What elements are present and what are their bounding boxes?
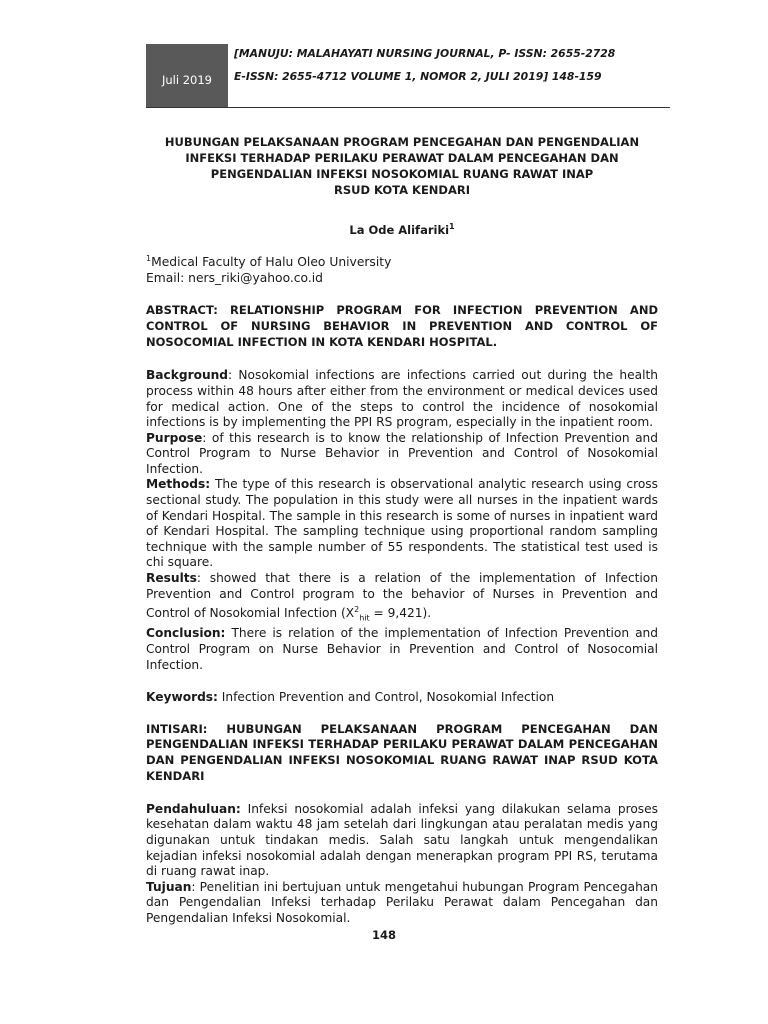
article-content: [146, 134, 658, 927]
purpose-label: Purpose: [146, 430, 203, 445]
conclusion-label: Conclusion:: [146, 626, 226, 641]
header-date: Juli 2019: [162, 73, 212, 87]
tujuan-label: Tujuan: [146, 879, 192, 894]
author-name: La Ode Alifariki: [349, 222, 450, 237]
results-label: Results: [146, 571, 197, 586]
intisari-tujuan: [146, 880, 658, 927]
affiliation: [146, 251, 658, 287]
page-number: 148: [371, 928, 396, 942]
results-subscript: hit: [359, 613, 370, 623]
article-title-line: RSUD KOTA KENDARI: [333, 183, 471, 197]
abstract-title: ABSTRACT: RELATIONSHIP PROGRAM FOR INFECTION PREVENTION AND CONTROL OF NURSING BEHAVIOR IN PREVENTION AND CONTROL OF NOSOCOMIAL INFECTION IN KOTA KENDARI HOSPITAL.: [146, 302, 658, 349]
affiliation-email: Email: ners_riki@yahoo.co.id: [146, 271, 323, 286]
intisari-title: INTISARI: HUBUNGAN PELAKSANAAN PROGRAM PENCEGAHAN DAN PENGENDALIAN INFEKSI TERHADAP PERILAKU PERAWAT DALAM PENCEGAHAN DAN PENGENDALIAN INFEKSI NOSOKOMIAL RUANG RAWAT INAP RSUD KOTA KENDARI: [146, 721, 658, 784]
journal-citation-line-1: [MANUJU: MALAHAYATI NURSING JOURNAL, P- ISSN: 2655-2728: [234, 47, 616, 60]
header-date-box: [146, 44, 228, 108]
affiliation-mark: 1: [146, 253, 152, 263]
article-title-line: INFEKSI TERHADAP PERILAKU PERAWAT DALAM PENCEGAHAN DAN: [185, 151, 619, 165]
methods-label: Methods:: [146, 477, 211, 492]
affiliation-institution: Medical Faculty of Halu Oleo University: [151, 254, 392, 269]
abstract-background: [146, 368, 658, 430]
article-title-line: PENGENDALIAN INFEKSI NOSOKOMIAL RUANG RAWAT INAP: [210, 167, 594, 181]
journal-citation-line-2: E-ISSN: 2655-4712 VOLUME 1, NOMOR 2, JULI 2019] 148-159: [234, 70, 602, 83]
pendahuluan-label: Pendahuluan:: [146, 801, 241, 816]
abstract-results: [146, 571, 658, 626]
author-affiliation-mark: 1: [449, 222, 455, 231]
abstract-purpose: [146, 431, 658, 478]
purpose-text: : of this research is to know the relationship of Infection Prevention and Control Program to Nurse Behavior in Prevention and Control of Nosokomial Infection.: [146, 430, 658, 476]
conclusion-text: There is relation of the implementation of Infection Prevention and Control Program on Nurse Behavior in Prevention and Control of Nosocomial Infection.: [146, 626, 658, 672]
abstract-conclusion: [146, 626, 658, 673]
background-text: : Nosokomial infections are infections carried out during the health process within 48 hours after either from the environment or medical devices used for medical action. One of the steps to control the incidence of nosokomial infections is by implementing the PPI RS program, especially in the inpatient room.: [146, 368, 658, 430]
intisari-body: [146, 802, 658, 927]
results-text: : showed that there is a relation of the implementation of Infection Prevention and Control program to the behavior of Nurses in Prevention and Control of Nosokomial Infection (X: [146, 571, 658, 621]
tujuan-text: : Penelitian ini bertujuan untuk mengetahui hubungan Program Pencegahan dan Pengendalian Infeksi terhadap Perilaku Perawat dalam Pencegahan dan Pengendalian Infeksi Nosokomial.: [146, 879, 658, 926]
abstract-body: [146, 368, 658, 673]
intisari-pendahuluan: [146, 802, 658, 880]
article-title: [146, 134, 658, 198]
keywords-text: Infection Prevention and Control, Nosokomial Infection: [217, 690, 555, 705]
article-title-line: HUBUNGAN PELAKSANAAN PROGRAM PENCEGAHAN DAN PENGENDALIAN: [164, 135, 640, 149]
results-superscript: 2: [354, 605, 360, 615]
author: [146, 219, 658, 238]
methods-text: The type of this research is observational analytic research using cross sectional study. The population in this study were all nurses in the inpatient wards of Kendari Hospital. The sample in this research is some of nurses in inpatient ward of Kendari Hospital. The sampling technique using proportional random sampling technique with the sample number of 55 respondents. The statistical test used is chi square.: [146, 477, 658, 570]
results-tail: = 9,421).: [369, 606, 432, 621]
keywords-label: Keywords:: [146, 690, 218, 705]
background-label: Background: [146, 368, 229, 383]
keywords: [146, 690, 658, 706]
header-divider: [146, 107, 670, 108]
pendahuluan-text: Infeksi nosokomial adalah infeksi yang dilakukan selama proses kesehatan dalam waktu 48 jam setelah dari lingkungan atau peralatan medis yang digunakan untuk tindakan medis. Salah satu langkah untuk mengendalikan kejadian infeksi nosokomial adalah dengan menerapkan program PPI RS, terutama di ruang rawat inap.: [146, 801, 658, 879]
abstract-methods: [146, 477, 658, 571]
